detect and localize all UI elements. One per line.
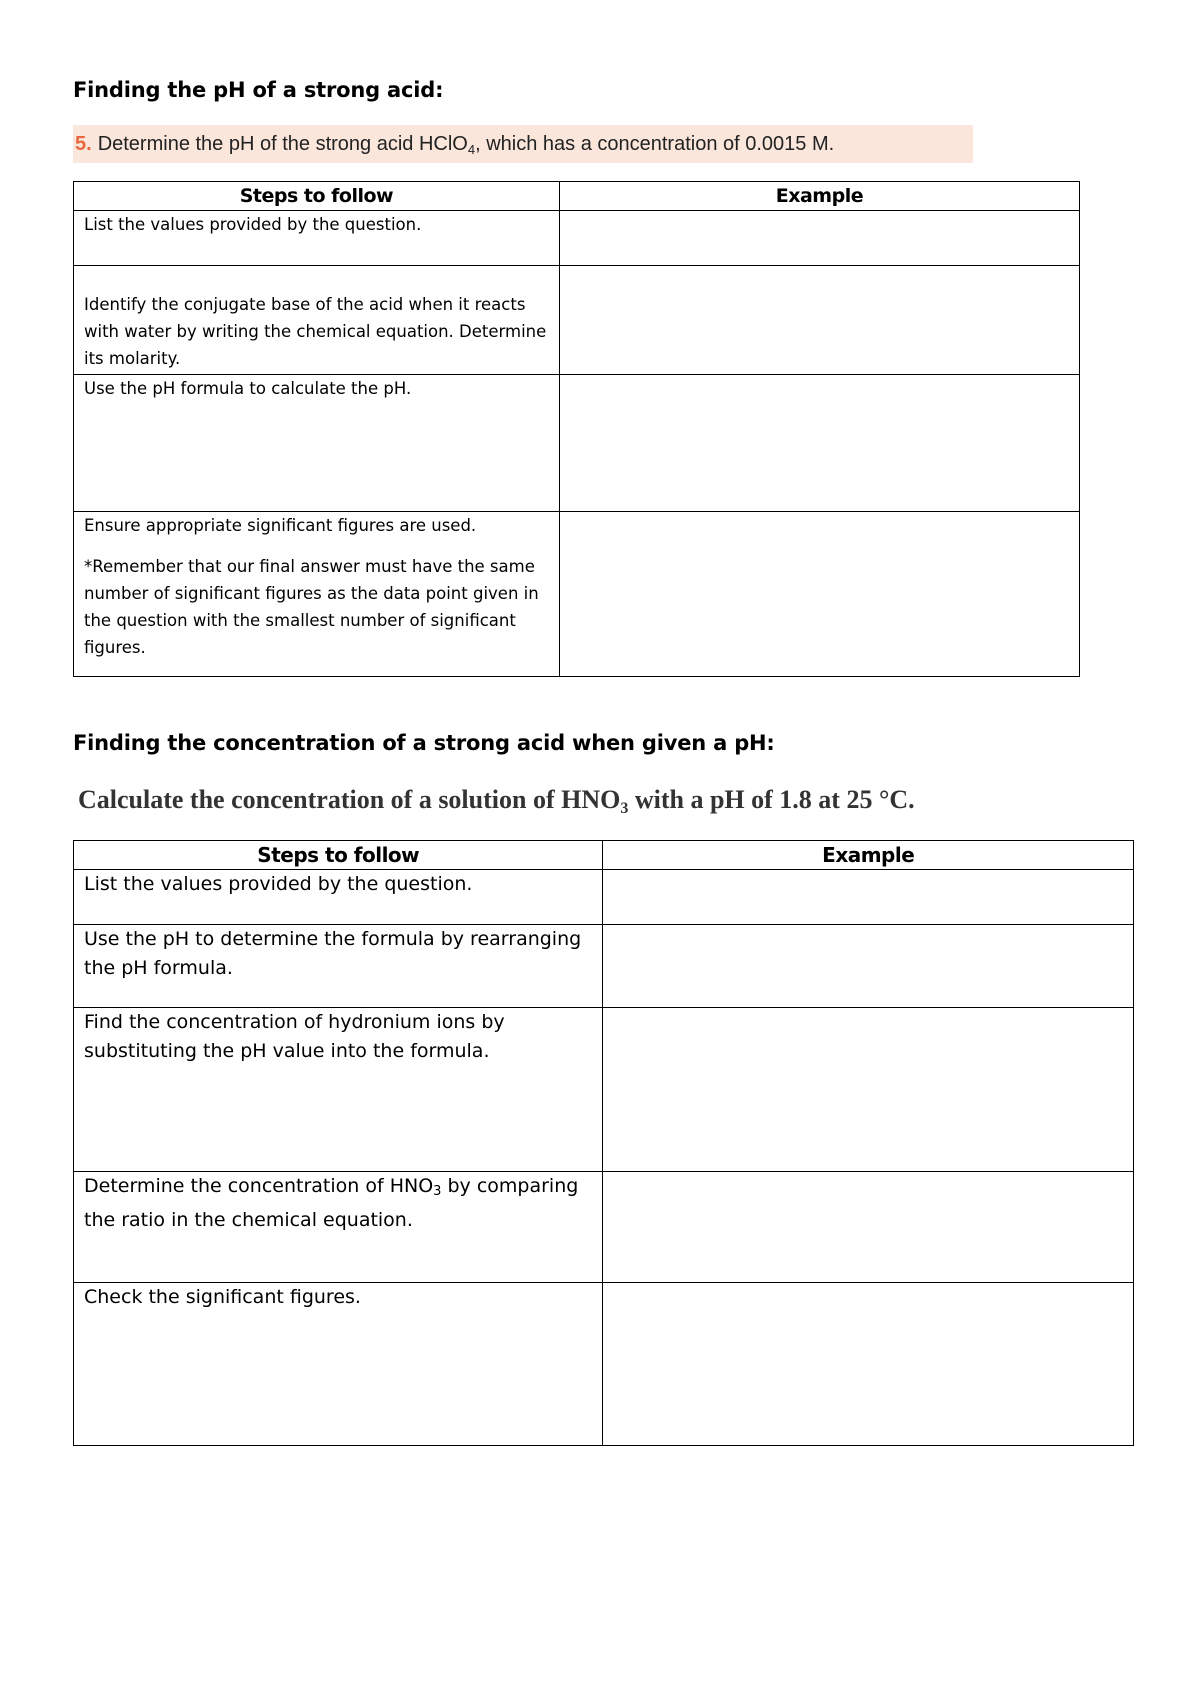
header-steps: Steps to follow [74, 182, 560, 211]
example-cell[interactable] [603, 1283, 1134, 1446]
table-row [74, 211, 1080, 266]
step-text: Use the pH to determine the formula by rearranging the pH formula. [84, 928, 582, 979]
step-cell [74, 1172, 603, 1283]
step-text: Identify the conjugate base of the acid when it reacts with water by writing the chemical equation. Determine its molarity. [84, 295, 547, 368]
table-row [74, 375, 1080, 512]
question-hno3 [78, 785, 915, 818]
step-cell [74, 375, 560, 512]
example-cell[interactable] [603, 870, 1134, 925]
steps-table-1 [73, 181, 1080, 677]
question-subscript: 3 [620, 800, 629, 817]
step-text: List the values provided by the question. [84, 215, 422, 234]
step-text: Check the significant figures. [84, 1286, 361, 1308]
question-text-after: , which has a concentration of 0.0015 M. [475, 133, 835, 155]
step-text: Ensure appropriate significant figures are used. [84, 516, 477, 535]
step-cell [74, 266, 560, 375]
example-cell[interactable] [559, 512, 1079, 677]
question-text-before: Calculate the concentration of a solution of HNO [78, 785, 621, 814]
table-row [74, 1008, 1134, 1172]
question-number: 5. [75, 133, 92, 155]
header-example: Example [603, 841, 1134, 870]
example-cell[interactable] [559, 211, 1079, 266]
steps-table-2 [73, 840, 1134, 1446]
step-text: Find the concentration of hydronium ions by substituting the pH value into the formula. [84, 1011, 505, 1062]
step-text: Use the pH formula to calculate the pH. [84, 379, 412, 398]
table-row [74, 1172, 1134, 1283]
question-5-banner [73, 125, 973, 163]
example-cell[interactable] [603, 1008, 1134, 1172]
table-row [74, 1283, 1134, 1446]
step-cell [74, 1283, 603, 1446]
table-header-row [74, 841, 1134, 870]
step-cell [74, 1008, 603, 1172]
example-cell[interactable] [603, 1172, 1134, 1283]
step-cell [74, 925, 603, 1008]
header-example: Example [559, 182, 1079, 211]
section2-heading: Finding the concentration of a strong acid when given a pH: [73, 731, 775, 755]
example-cell[interactable] [559, 375, 1079, 512]
step-cell [74, 211, 560, 266]
table-row [74, 266, 1080, 375]
question-subscript: 4 [467, 142, 476, 157]
step-text: Determine the concentration of HNO3 by comparing the ratio in the chemical equation. [84, 1175, 579, 1231]
step-note: *Remember that our final answer must have the same number of significant figures as the data point given in the question with the smallest number of significant figures. [84, 557, 539, 657]
question-text-after: with a pH of 1.8 at 25 °C. [628, 785, 915, 814]
step-text: List the values provided by the question. [84, 873, 473, 895]
table-row [74, 925, 1134, 1008]
table-row [74, 870, 1134, 925]
table-header-row [74, 182, 1080, 211]
example-cell[interactable] [603, 925, 1134, 1008]
question-text-before: Determine the pH of the strong acid HClO [97, 133, 468, 155]
section1-heading: Finding the pH of a strong acid: [73, 78, 444, 102]
example-cell[interactable] [559, 266, 1079, 375]
step-subscript: 3 [433, 1184, 442, 1199]
step-cell [74, 870, 603, 925]
header-steps: Steps to follow [74, 841, 603, 870]
table-row [74, 512, 1080, 677]
step-cell [74, 512, 560, 677]
